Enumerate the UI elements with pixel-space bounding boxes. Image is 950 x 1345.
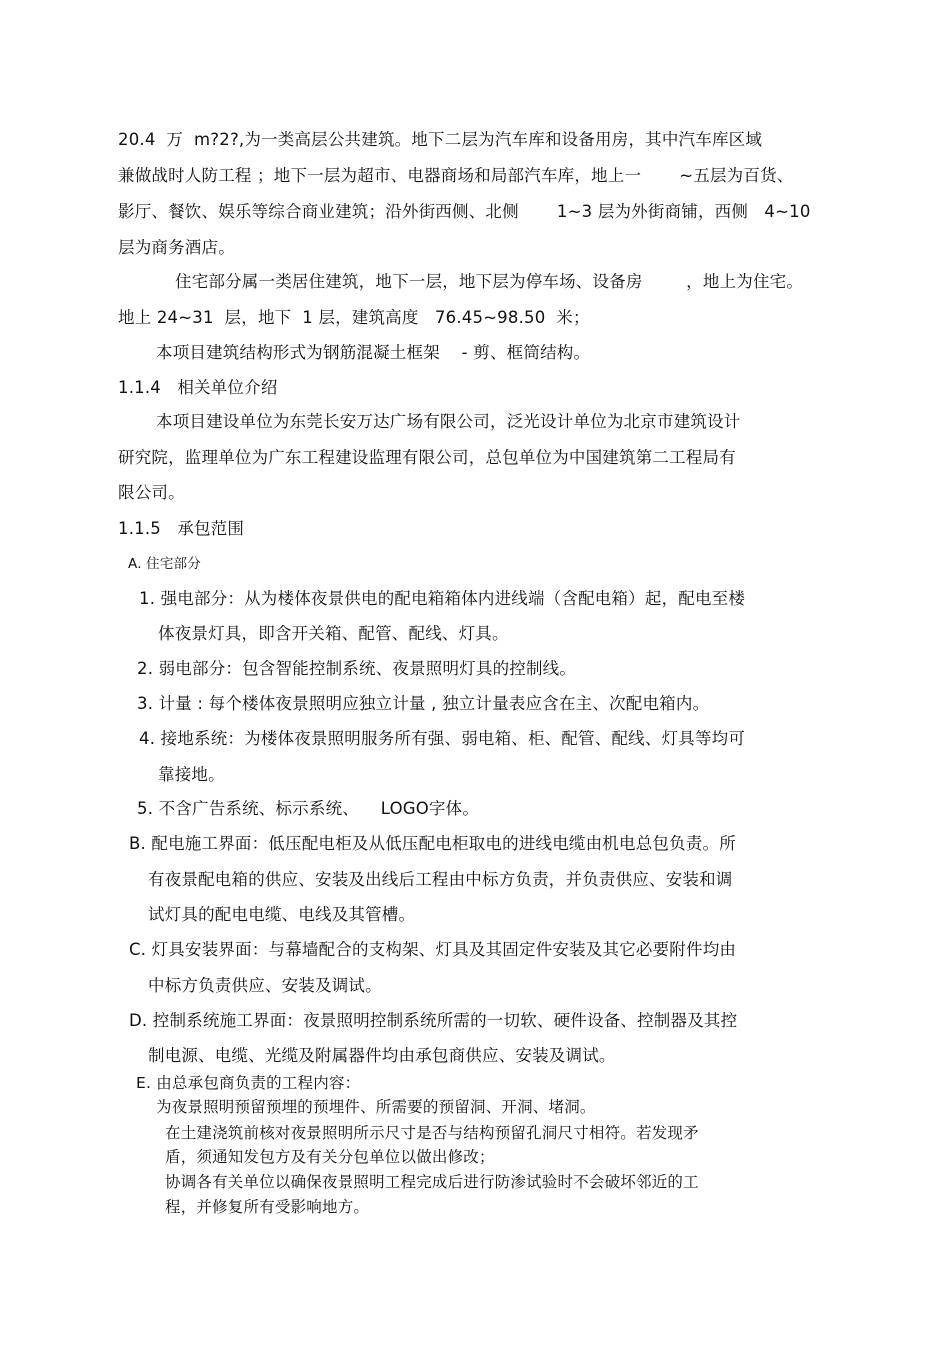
sub-b-line-3: 试灯具的配电电缆、电线及其管槽。 xyxy=(148,905,416,924)
sub-e-line-3: 盾，须通知发包方及有关分包单位以做出修改； xyxy=(165,1148,495,1166)
sub-d-line-1: D. 控制系统施工界面：夜景照明控制系统所需的一切软、硬件设备、控制器及其控 xyxy=(129,1011,738,1030)
sub-e-line-1: 为夜景照明预留预埋的预埋件、所需要的预留洞、开洞、堵洞。 xyxy=(156,1098,596,1116)
intro-line-4: 层为商务酒店。 xyxy=(118,238,235,257)
section-1-1-4-line-3: 限公司。 xyxy=(118,483,185,502)
item-3: 3. 计量 : 每个楼体夜景照明应独立计量 , 独立计量表应含在主、次配电箱内。 xyxy=(137,694,710,713)
residential-line-1: 住宅部分属一类居住建筑，地下一层，地下层为停车场、设备房 ，地上为住宅。 xyxy=(175,272,804,291)
item-5: 5. 不含广告系统、标示系统、 LOGO字体。 xyxy=(137,799,480,818)
residential-line-2: 地上 24~31 层，地下 1 层，建筑高度 76.45~98.50 米； xyxy=(118,308,590,327)
sub-b-line-2: 有夜景配电箱的供应、安装及出线后工程由中标方负责，并负责供应、安装和调 xyxy=(148,870,733,889)
sub-e-heading: E. 由总承包商负责的工程内容： xyxy=(136,1074,361,1092)
sub-c-line-2: 中标方负责供应、安装及调试。 xyxy=(148,976,382,995)
sub-e-line-5: 程，并修复所有受影响地方。 xyxy=(165,1198,370,1216)
intro-line-2: 兼做战时人防工程 ；地下一层为超市、电器商场和局部汽车库，地上一 ~五层为百货、 xyxy=(118,166,794,185)
item-1-line-1: 1. 强电部分：从为楼体夜景供电的配电箱箱体内进线端（含配电箱）起，配电至楼 xyxy=(139,589,746,608)
sub-d-line-2: 制电源、电缆、光缆及附属器件均由承包商供应、安装及调试。 xyxy=(148,1046,616,1065)
sub-e-line-4: 协调各有关单位以确保夜景照明工程完成后进行防渗试验时不会破坏邻近的工 xyxy=(165,1173,699,1191)
sub-e-line-2: 在土建浇筑前核对夜景照明所示尺寸是否与结构预留孔洞尺寸相符。若发现矛 xyxy=(165,1124,699,1142)
intro-line-1: 20.4 万 m?2?,为一类高层公共建筑。地下二层为汽车库和设备用房，其中汽车库区域 xyxy=(118,130,763,149)
section-1-1-4-line-2: 研究院，监理单位为广东工程建设监理有限公司，总包单位为中国建筑第二工程局有 xyxy=(118,448,736,467)
item-2: 2. 弱电部分：包含智能控制系统、夜景照明灯具的控制线。 xyxy=(137,659,577,678)
intro-line-3: 影厅、餐饮、娱乐等综合商业建筑；沿外街西侧、北侧 1~3 层为外街商铺，西侧 4~10 xyxy=(118,202,811,221)
sub-c-line-1: C. 灯具安装界面：与幕墙配合的支构架、灯具及其固定件安装及其它必要附件均由 xyxy=(129,940,737,959)
item-1-line-2: 体夜景灯具，即含开关箱、配管、配线、灯具。 xyxy=(158,624,509,643)
section-1-1-5-heading: 1.1.5 承包范围 xyxy=(118,519,245,538)
section-1-1-4-line-1: 本项目建设单位为东莞长安万达广场有限公司，泛光设计单位为北京市建筑设计 xyxy=(156,412,741,431)
structure-line: 本项目建筑结构形式为钢筋混凝土框架 - 剪、框筒结构。 xyxy=(156,343,591,362)
sub-a-heading: A. 住宅部分 xyxy=(128,556,201,572)
item-4-line-2: 靠接地。 xyxy=(158,765,225,784)
sub-b-line-1: B. 配电施工界面：低压配电柜及从低压配电柜取电的进线电缆由机电总包负责。所 xyxy=(129,834,736,853)
section-1-1-4-heading: 1.1.4 相关单位介绍 xyxy=(118,378,278,397)
item-4-line-1: 4. 接地系统：为楼体夜景照明服务所有强、弱电箱、柜、配管、配线、灯具等均可 xyxy=(139,729,746,748)
